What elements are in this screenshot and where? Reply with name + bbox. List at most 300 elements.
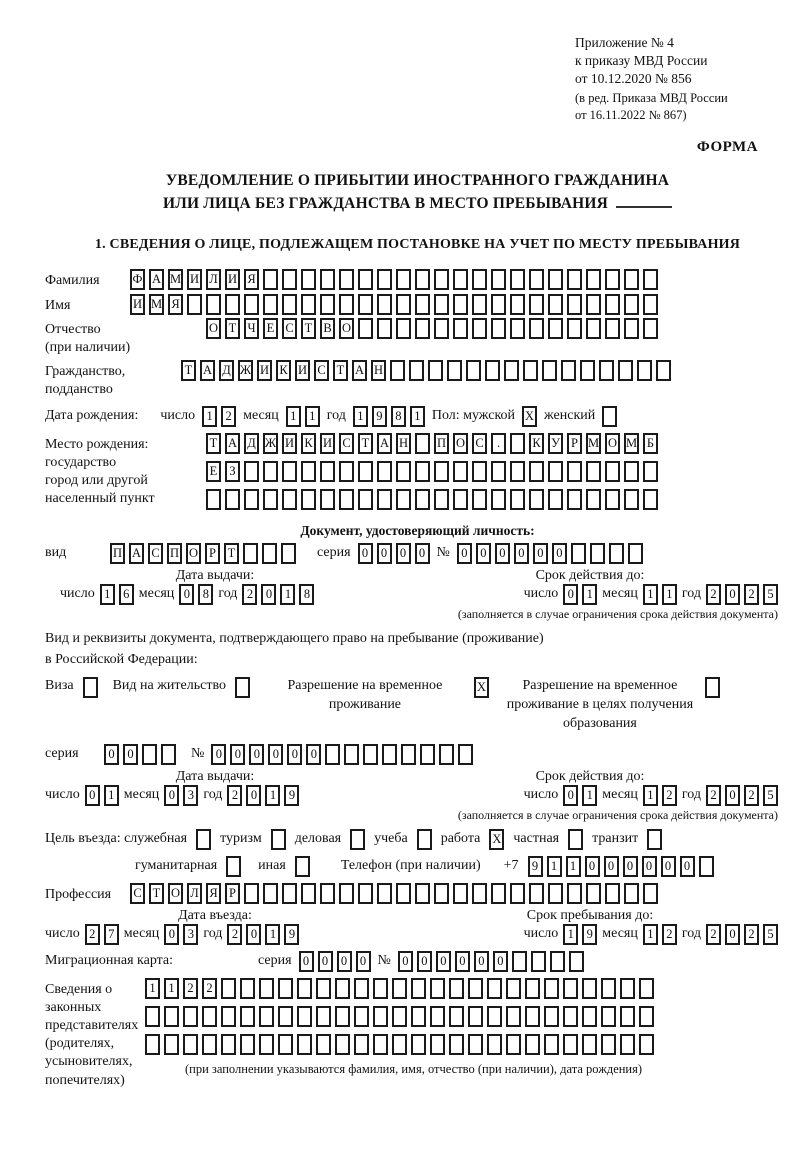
profession-cell[interactable] [320,883,335,904]
birthplace-cell[interactable] [472,489,487,510]
doc-number-cell[interactable]: 0 [495,543,510,564]
birth-year-cell[interactable]: 1 [353,406,368,427]
name-cell[interactable] [282,294,297,315]
doc-number-cell[interactable] [571,543,586,564]
birthplace-cell[interactable] [453,461,468,482]
birthplace-cell[interactable] [586,461,601,482]
birthplace-cell[interactable] [567,461,582,482]
guardians-cell[interactable] [620,1034,635,1055]
profession-cell[interactable] [396,883,411,904]
guardians-cell[interactable] [449,1006,464,1027]
migcard-number-cell[interactable] [531,951,546,972]
guardians-cell[interactable] [392,1034,407,1055]
birthplace-cell[interactable] [624,489,639,510]
guardians-cell[interactable] [335,1034,350,1055]
permit-seriya-cell[interactable]: 0 [123,744,138,765]
surname-cell[interactable] [605,269,620,290]
birthplace-cell[interactable] [510,489,525,510]
guardians-cell[interactable] [506,1006,521,1027]
doc-vid-cell[interactable] [262,543,277,564]
birthplace-cell[interactable] [415,489,430,510]
entry-day-cell[interactable]: 7 [104,924,119,945]
surname-cell[interactable] [472,269,487,290]
doc-vid-cell[interactable]: А [129,543,144,564]
patronymic-cell[interactable]: С [282,318,297,339]
patronymic-cell[interactable] [377,318,392,339]
name-cell[interactable] [605,294,620,315]
birthplace-cell[interactable]: А [225,433,240,454]
doc-number-cell[interactable]: 0 [476,543,491,564]
phone-cell[interactable]: 9 [528,856,543,877]
birth-year-cell[interactable]: 1 [410,406,425,427]
permit-number-cell[interactable] [420,744,435,765]
guardians-cell[interactable] [563,978,578,999]
birthplace-cell[interactable] [282,461,297,482]
guardians-cell[interactable] [335,978,350,999]
birthplace-cell[interactable] [529,461,544,482]
birthplace-cell[interactable] [206,489,221,510]
doc-valid-year-cell[interactable]: 0 [725,584,740,605]
guardians-cell[interactable]: 1 [145,978,160,999]
citizenship-cell[interactable] [580,360,595,381]
citizenship-cell[interactable] [447,360,462,381]
migcard-seriya-cell[interactable]: 0 [299,951,314,972]
patronymic-cell[interactable] [643,318,658,339]
birth-year-cell[interactable]: 8 [391,406,406,427]
doc-vid-cell[interactable] [281,543,296,564]
birthplace-cell[interactable]: К [529,433,544,454]
phone-cell[interactable]: 1 [566,856,581,877]
profession-cell[interactable] [301,883,316,904]
profession-cell[interactable] [586,883,601,904]
birthplace-cell[interactable] [548,489,563,510]
name-cell[interactable] [301,294,316,315]
guardians-cell[interactable] [202,1006,217,1027]
guardians-cell[interactable] [202,1034,217,1055]
birthplace-cell[interactable] [434,489,449,510]
surname-cell[interactable]: Ф [130,269,145,290]
temp-residence-edu-checkbox[interactable] [705,677,720,698]
doc-valid-year-cell[interactable]: 2 [706,584,721,605]
birth-day-cell[interactable]: 1 [202,406,217,427]
surname-cell[interactable] [586,269,601,290]
guardians-cell[interactable] [373,1006,388,1027]
migcard-seriya-cell[interactable]: 0 [356,951,371,972]
doc-seriya-cell[interactable]: 0 [358,543,373,564]
doc-number-cell[interactable]: 0 [514,543,529,564]
guardians-cell[interactable] [240,1034,255,1055]
phone-cell[interactable]: 1 [547,856,562,877]
patronymic-cell[interactable] [529,318,544,339]
birthplace-cell[interactable] [434,461,449,482]
purpose-study-checkbox[interactable] [417,829,432,850]
permit-number-cell[interactable] [344,744,359,765]
profession-cell[interactable] [624,883,639,904]
permit-valid-day-cell[interactable]: 1 [582,785,597,806]
birthplace-cell[interactable] [320,461,335,482]
guardians-cell[interactable] [240,1006,255,1027]
citizenship-cell[interactable]: А [352,360,367,381]
guardians-cell[interactable] [525,978,540,999]
profession-cell[interactable]: Т [149,883,164,904]
birthplace-cell[interactable] [643,489,658,510]
profession-cell[interactable] [510,883,525,904]
birthplace-cell[interactable] [396,461,411,482]
doc-valid-month-cell[interactable]: 1 [643,584,658,605]
profession-cell[interactable] [415,883,430,904]
guardians-cell[interactable] [620,978,635,999]
birthplace-cell[interactable] [282,489,297,510]
guardians-cell[interactable] [259,978,274,999]
surname-cell[interactable] [434,269,449,290]
permit-valid-year-cell[interactable]: 2 [744,785,759,806]
birthplace-cell[interactable] [244,461,259,482]
stay-year-cell[interactable]: 5 [763,924,778,945]
birthplace-cell[interactable] [358,461,373,482]
surname-cell[interactable] [377,269,392,290]
migcard-number-cell[interactable] [569,951,584,972]
birthplace-cell[interactable] [510,461,525,482]
doc-number-cell[interactable]: 0 [533,543,548,564]
doc-issue-month-cell[interactable]: 8 [198,584,213,605]
name-cell[interactable] [453,294,468,315]
guardians-cell[interactable] [430,978,445,999]
guardians-cell[interactable] [544,978,559,999]
surname-cell[interactable]: А [149,269,164,290]
permit-number-cell[interactable]: 0 [211,744,226,765]
entry-year-cell[interactable]: 9 [284,924,299,945]
name-cell[interactable] [339,294,354,315]
surname-cell[interactable] [282,269,297,290]
stay-year-cell[interactable]: 0 [725,924,740,945]
guardians-cell[interactable] [487,1034,502,1055]
permit-seriya-cell[interactable] [161,744,176,765]
patronymic-cell[interactable]: Ч [244,318,259,339]
guardians-cell[interactable] [639,1006,654,1027]
profession-cell[interactable] [529,883,544,904]
doc-valid-year-cell[interactable]: 5 [763,584,778,605]
doc-vid-cell[interactable]: О [186,543,201,564]
guardians-cell[interactable] [297,1034,312,1055]
migcard-number-cell[interactable]: 0 [493,951,508,972]
birthplace-cell[interactable] [472,461,487,482]
permit-number-cell[interactable]: 0 [287,744,302,765]
doc-valid-year-cell[interactable]: 2 [744,584,759,605]
purpose-tourism-checkbox[interactable] [271,829,286,850]
name-cell[interactable] [472,294,487,315]
stay-month-cell[interactable]: 1 [643,924,658,945]
guardians-cell[interactable] [354,1034,369,1055]
citizenship-cell[interactable] [504,360,519,381]
permit-number-cell[interactable] [401,744,416,765]
permit-seriya-cell[interactable] [142,744,157,765]
surname-cell[interactable] [548,269,563,290]
doc-seriya-cell[interactable]: 0 [396,543,411,564]
doc-issue-year-cell[interactable]: 0 [261,584,276,605]
guardians-cell[interactable] [164,1006,179,1027]
citizenship-cell[interactable]: К [276,360,291,381]
purpose-business-checkbox[interactable] [350,829,365,850]
guardians-cell[interactable] [411,1034,426,1055]
doc-valid-day-cell[interactable]: 1 [582,584,597,605]
guardians-cell[interactable]: 1 [164,978,179,999]
entry-month-cell[interactable]: 3 [183,924,198,945]
stay-year-cell[interactable]: 2 [706,924,721,945]
birthplace-cell[interactable]: Ж [263,433,278,454]
permit-issue-year-cell[interactable]: 0 [246,785,261,806]
patronymic-cell[interactable] [624,318,639,339]
guardians-cell[interactable] [221,978,236,999]
profession-cell[interactable]: С [130,883,145,904]
purpose-humanitarian-checkbox[interactable] [226,856,241,877]
citizenship-cell[interactable] [542,360,557,381]
guardians-cell[interactable] [392,978,407,999]
birthplace-cell[interactable]: М [624,433,639,454]
doc-issue-year-cell[interactable]: 8 [299,584,314,605]
permit-number-cell[interactable]: 0 [306,744,321,765]
profession-cell[interactable]: Л [187,883,202,904]
patronymic-cell[interactable] [415,318,430,339]
guardians-cell[interactable] [506,978,521,999]
citizenship-cell[interactable] [599,360,614,381]
patronymic-cell[interactable]: Т [301,318,316,339]
patronymic-cell[interactable]: В [320,318,335,339]
migcard-number-cell[interactable] [512,951,527,972]
name-cell[interactable] [624,294,639,315]
female-checkbox[interactable] [602,406,617,427]
permit-valid-month-cell[interactable]: 1 [643,785,658,806]
birthplace-cell[interactable]: О [605,433,620,454]
citizenship-cell[interactable] [390,360,405,381]
birthplace-cell[interactable] [529,489,544,510]
permit-issue-day-cell[interactable]: 0 [85,785,100,806]
guardians-cell[interactable] [506,1034,521,1055]
guardians-cell[interactable] [525,1034,540,1055]
birthplace-cell[interactable]: К [301,433,316,454]
birthplace-cell[interactable] [263,489,278,510]
permit-number-cell[interactable] [439,744,454,765]
guardians-cell[interactable] [297,978,312,999]
birthplace-cell[interactable] [396,489,411,510]
name-cell[interactable] [548,294,563,315]
citizenship-cell[interactable]: А [200,360,215,381]
permit-number-cell[interactable] [363,744,378,765]
guardians-cell[interactable] [601,978,616,999]
doc-vid-cell[interactable] [243,543,258,564]
name-cell[interactable]: М [149,294,164,315]
guardians-cell[interactable] [316,978,331,999]
guardians-cell[interactable] [449,1034,464,1055]
guardians-cell[interactable] [639,1034,654,1055]
patronymic-cell[interactable] [434,318,449,339]
guardians-cell[interactable] [639,978,654,999]
name-cell[interactable] [434,294,449,315]
guardians-cell[interactable] [582,978,597,999]
stay-day-cell[interactable]: 1 [563,924,578,945]
guardians-cell[interactable] [468,1006,483,1027]
migcard-number-cell[interactable]: 0 [436,951,451,972]
guardians-cell[interactable] [183,1034,198,1055]
guardians-cell[interactable] [259,1034,274,1055]
permit-number-cell[interactable] [458,744,473,765]
phone-cell[interactable] [699,856,714,877]
doc-issue-day-cell[interactable]: 1 [100,584,115,605]
profession-cell[interactable] [377,883,392,904]
birthplace-cell[interactable] [567,489,582,510]
guardians-cell[interactable] [240,978,255,999]
birthplace-cell[interactable] [377,489,392,510]
citizenship-cell[interactable] [561,360,576,381]
surname-cell[interactable] [567,269,582,290]
citizenship-cell[interactable] [466,360,481,381]
doc-number-cell[interactable]: 0 [457,543,472,564]
profession-cell[interactable] [358,883,373,904]
guardians-cell[interactable] [601,1034,616,1055]
surname-cell[interactable] [529,269,544,290]
entry-year-cell[interactable]: 0 [246,924,261,945]
guardians-cell[interactable] [487,1006,502,1027]
guardians-cell[interactable] [582,1006,597,1027]
patronymic-cell[interactable] [510,318,525,339]
profession-cell[interactable]: Р [225,883,240,904]
permit-issue-year-cell[interactable]: 9 [284,785,299,806]
doc-vid-cell[interactable]: П [167,543,182,564]
citizenship-cell[interactable]: Д [219,360,234,381]
guardians-cell[interactable]: 2 [183,978,198,999]
guardians-cell[interactable] [411,978,426,999]
name-cell[interactable] [377,294,392,315]
permit-issue-month-cell[interactable]: 0 [164,785,179,806]
birthplace-cell[interactable] [510,433,525,454]
phone-cell[interactable]: 0 [661,856,676,877]
name-cell[interactable] [320,294,335,315]
birthplace-cell[interactable]: Т [206,433,221,454]
stay-year-cell[interactable]: 2 [744,924,759,945]
migcard-number-cell[interactable]: 0 [474,951,489,972]
guardians-cell[interactable] [601,1006,616,1027]
guardians-cell[interactable] [316,1006,331,1027]
migcard-number-cell[interactable]: 0 [398,951,413,972]
guardians-cell[interactable] [316,1034,331,1055]
citizenship-cell[interactable] [637,360,652,381]
profession-cell[interactable] [282,883,297,904]
purpose-official-checkbox[interactable] [196,829,211,850]
surname-cell[interactable] [415,269,430,290]
citizenship-cell[interactable] [656,360,671,381]
citizenship-cell[interactable]: Т [333,360,348,381]
name-cell[interactable]: Я [168,294,183,315]
birthplace-cell[interactable]: Д [244,433,259,454]
doc-issue-year-cell[interactable]: 2 [242,584,257,605]
surname-cell[interactable] [643,269,658,290]
purpose-work-checkbox[interactable]: X [489,829,504,850]
guardians-cell[interactable] [278,978,293,999]
profession-cell[interactable] [491,883,506,904]
birthplace-cell[interactable] [624,461,639,482]
profession-cell[interactable]: О [168,883,183,904]
permit-seriya-cell[interactable]: 0 [104,744,119,765]
birthplace-cell[interactable]: Т [358,433,373,454]
citizenship-cell[interactable]: Т [181,360,196,381]
stay-month-cell[interactable]: 2 [662,924,677,945]
entry-year-cell[interactable]: 2 [227,924,242,945]
guardians-cell[interactable] [145,1006,160,1027]
permit-valid-month-cell[interactable]: 2 [662,785,677,806]
permit-issue-year-cell[interactable]: 1 [265,785,280,806]
name-cell[interactable] [225,294,240,315]
birthplace-cell[interactable]: П [434,433,449,454]
birthplace-cell[interactable] [225,489,240,510]
citizenship-cell[interactable] [523,360,538,381]
surname-cell[interactable]: И [187,269,202,290]
citizenship-cell[interactable] [409,360,424,381]
doc-number-cell[interactable] [590,543,605,564]
guardians-cell[interactable] [145,1034,160,1055]
birthplace-cell[interactable] [339,489,354,510]
guardians-cell[interactable] [411,1006,426,1027]
doc-seriya-cell[interactable]: 0 [415,543,430,564]
citizenship-cell[interactable]: И [295,360,310,381]
profession-cell[interactable] [244,883,259,904]
residence-permit-checkbox[interactable] [235,677,250,698]
male-checkbox[interactable]: X [522,406,537,427]
doc-vid-cell[interactable]: С [148,543,163,564]
profession-cell[interactable] [434,883,449,904]
purpose-other-checkbox[interactable] [295,856,310,877]
guardians-cell[interactable] [544,1034,559,1055]
guardians-cell[interactable] [259,1006,274,1027]
name-cell[interactable] [206,294,221,315]
profession-cell[interactable] [339,883,354,904]
birth-month-cell[interactable]: 1 [286,406,301,427]
guardians-cell[interactable] [221,1006,236,1027]
guardians-cell[interactable] [373,1034,388,1055]
name-cell[interactable] [491,294,506,315]
patronymic-cell[interactable]: О [339,318,354,339]
purpose-transit-checkbox[interactable] [647,829,662,850]
surname-cell[interactable]: Л [206,269,221,290]
guardians-cell[interactable] [278,1006,293,1027]
doc-vid-cell[interactable]: Т [224,543,239,564]
permit-number-cell[interactable]: 0 [230,744,245,765]
permit-number-cell[interactable] [382,744,397,765]
profession-cell[interactable] [567,883,582,904]
permit-issue-month-cell[interactable]: 3 [183,785,198,806]
patronymic-cell[interactable] [586,318,601,339]
migcard-seriya-cell[interactable]: 0 [337,951,352,972]
patronymic-cell[interactable] [567,318,582,339]
permit-valid-year-cell[interactable]: 0 [725,785,740,806]
birthplace-cell[interactable] [301,489,316,510]
profession-cell[interactable] [472,883,487,904]
surname-cell[interactable] [320,269,335,290]
patronymic-cell[interactable] [548,318,563,339]
phone-cell[interactable]: 0 [623,856,638,877]
guardians-cell[interactable] [278,1034,293,1055]
surname-cell[interactable] [396,269,411,290]
permit-valid-year-cell[interactable]: 2 [706,785,721,806]
citizenship-cell[interactable] [618,360,633,381]
surname-cell[interactable] [263,269,278,290]
patronymic-cell[interactable] [491,318,506,339]
profession-cell[interactable] [605,883,620,904]
guardians-cell[interactable] [335,1006,350,1027]
surname-cell[interactable] [453,269,468,290]
birthplace-cell[interactable] [415,461,430,482]
citizenship-cell[interactable]: Ж [238,360,253,381]
birthplace-cell[interactable] [605,461,620,482]
name-cell[interactable] [187,294,202,315]
